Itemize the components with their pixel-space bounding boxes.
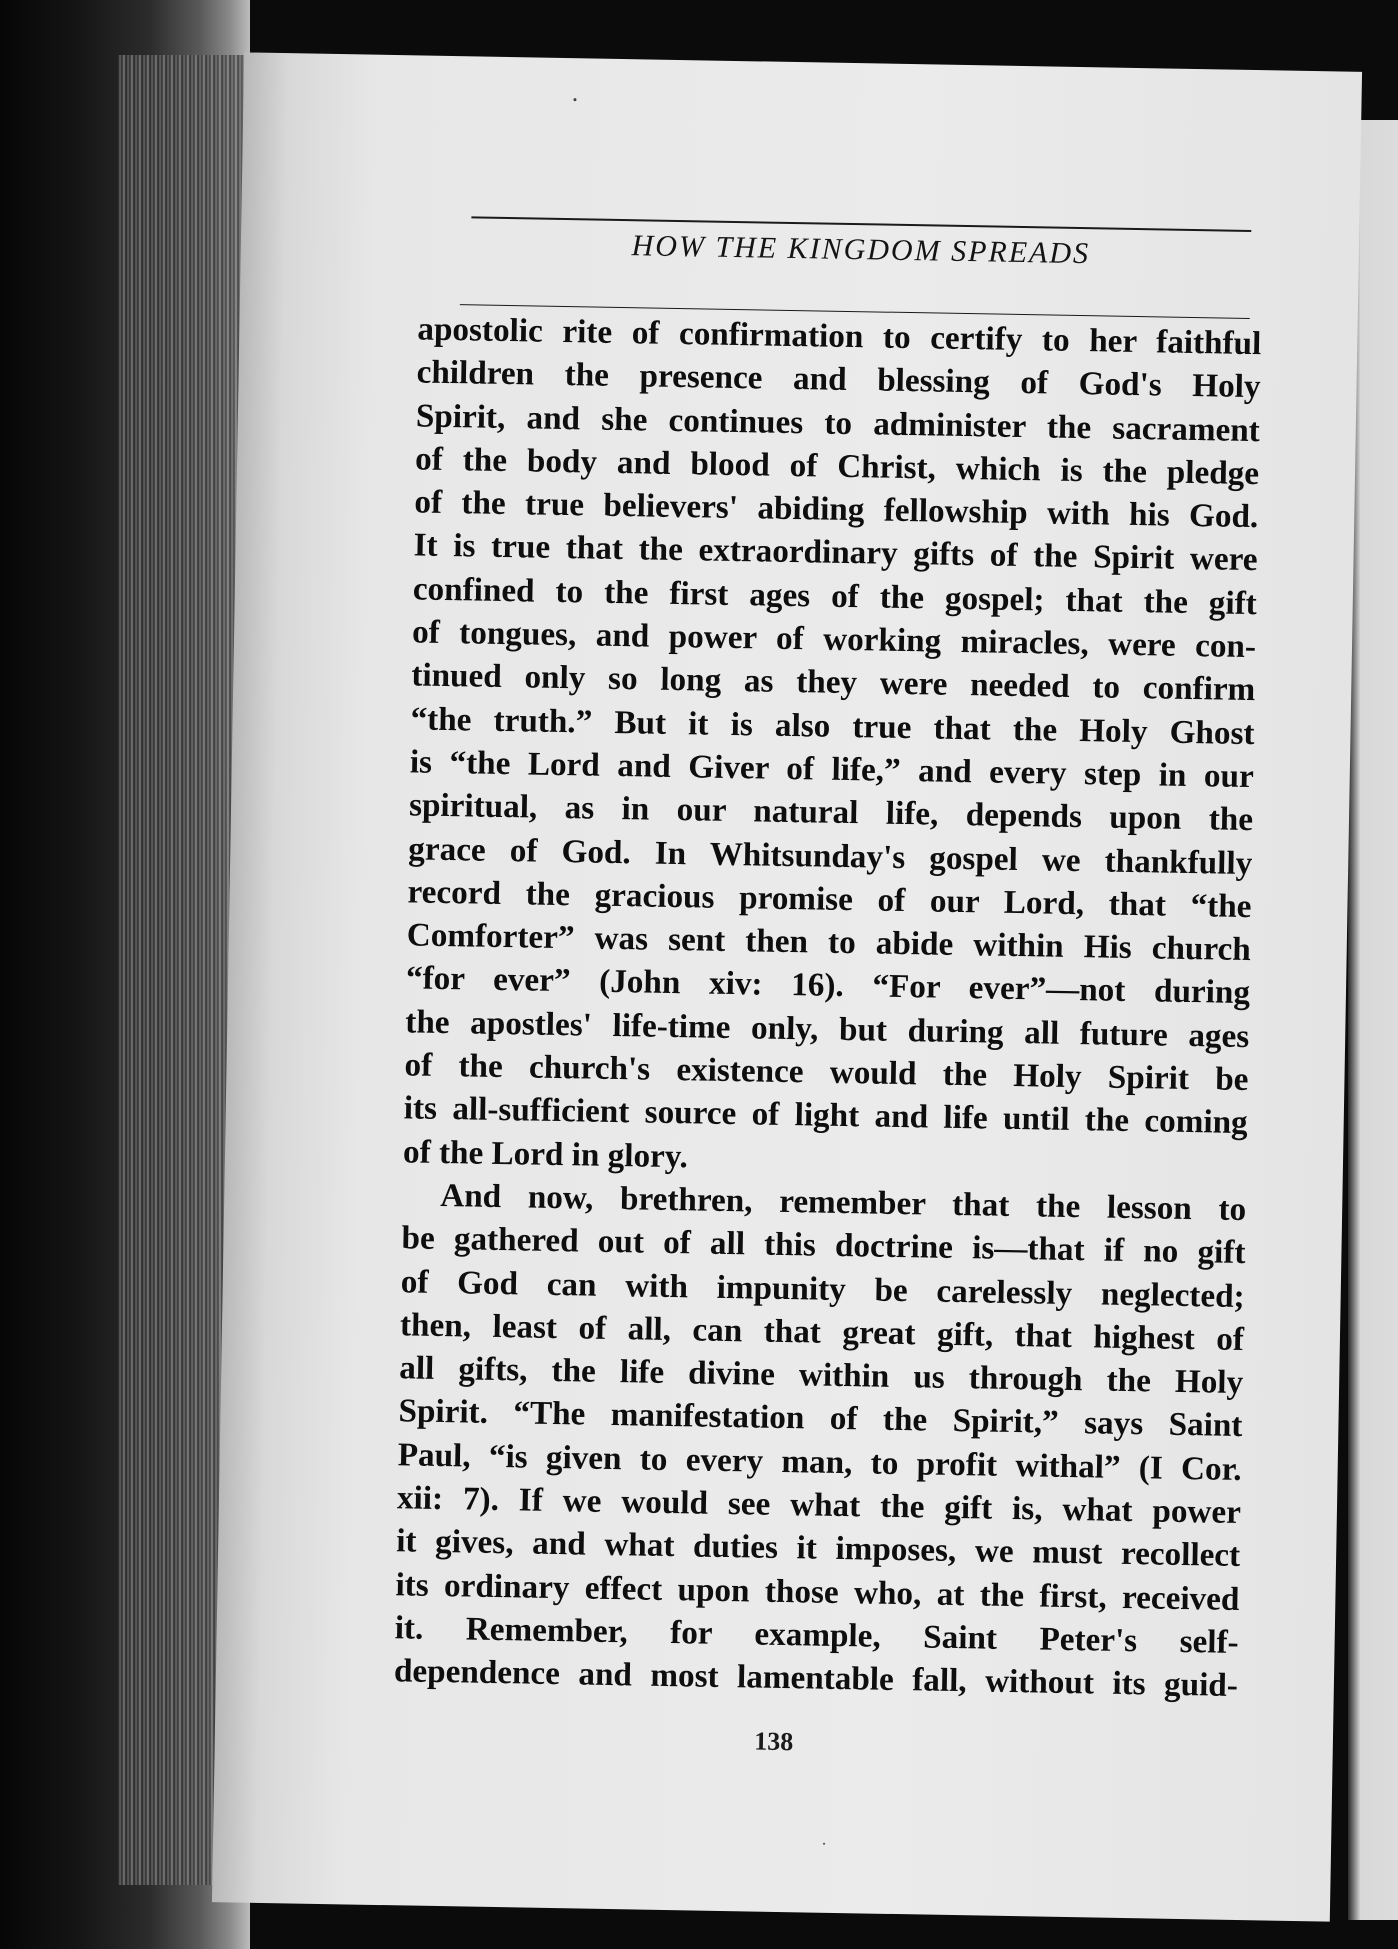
text-line: tinued only so long as they were needed to confirm <box>411 656 1256 709</box>
text-line: It is true that the extraordinary gifts of the Spirit were <box>413 526 1258 579</box>
text-line: then, least of all, can that great gift, that highest of <box>399 1306 1245 1358</box>
text-line: xii: 7). If we would see what the gift is, what power <box>396 1479 1242 1532</box>
text-line: spiritual, as in our natural life, depends upon the <box>408 786 1254 839</box>
text-line: of the church's existence would the Holy Spirit be <box>404 1046 1249 1099</box>
dust-speck <box>573 98 576 101</box>
text-line: Spirit. “The manifestation of the Spirit,” says Saint <box>398 1392 1243 1445</box>
text-line: apostolic rite of confirmation to certify to her faithful <box>417 310 1262 363</box>
text-line: children the presence and blessing of God's Holy <box>416 353 1261 406</box>
text-line: it gives, and what duties it imposes, we must recollect <box>395 1522 1241 1575</box>
text-line: of the true believers' abiding fellowship with his God. <box>414 483 1259 536</box>
text-line: all gifts, the life divine within us through the Holy <box>398 1349 1244 1402</box>
dust-speck <box>823 1843 825 1845</box>
text-line: “for ever” (John xiv: 16). “For ever”—not during <box>405 959 1251 1012</box>
book-page <box>212 52 1362 1921</box>
text-line: of the Lord in glory. <box>402 1132 689 1175</box>
text-line: is “the Lord and Giver of life,” and every step in our <box>409 743 1255 796</box>
text-line: of the body and blood of Christ, which is the pledge <box>414 440 1260 493</box>
text-line: it. Remember, for example, Saint Peter's self- <box>394 1609 1239 1661</box>
text-line: And now, brethren, remember that the lesson to <box>439 1176 1247 1228</box>
text-line: confined to the first ages of the gospel; that the gift <box>412 570 1258 622</box>
text-line: its ordinary effect upon those who, at the first, received <box>395 1565 1240 1618</box>
text-line: “the truth.” But it is also true that the Holy Ghost <box>410 700 1255 752</box>
page-number: 138 <box>754 1726 794 1757</box>
text-line: of tongues, and power of working miracles, were con- <box>411 613 1257 666</box>
body-text <box>394 307 1262 1707</box>
running-head: HOW THE KINGDOM SPREADS <box>631 229 1091 271</box>
text-line: dependence and most lamentable fall, without its guid- <box>393 1652 1239 1705</box>
text-line: record the gracious promise of our Lord, that “the <box>407 873 1252 925</box>
text-line: the apostles' life-time only, but during all future ages <box>405 1003 1250 1055</box>
text-line: Paul, “is given to every man, to profit withal” (I Cor. <box>397 1436 1242 1488</box>
text-line: Spirit, and she continues to administer the sacrament <box>415 397 1261 449</box>
text-line: Comforter” was sent then to abide within His church <box>406 916 1252 969</box>
text-line: of God can with impunity be carelessly neglected; <box>400 1262 1245 1315</box>
text-line: grace of God. In Whitsunday's gospel we thankfully <box>408 829 1253 882</box>
text-line: be gathered out of all this doctrine is—that if no gift <box>401 1219 1246 1272</box>
text-line: its all-sufficient source of light and life until the coming <box>403 1089 1249 1142</box>
